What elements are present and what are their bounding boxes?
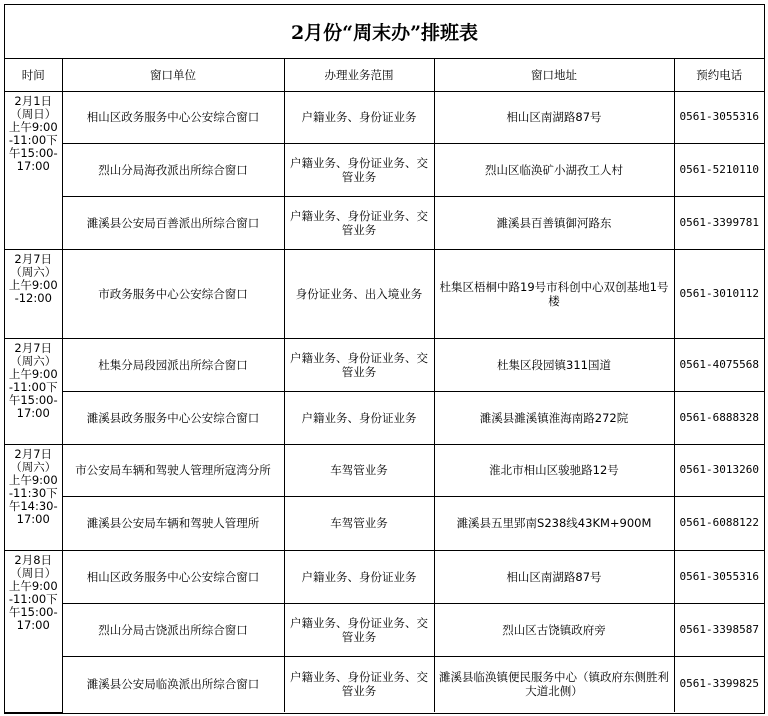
phone-cell: 0561-6888328	[674, 391, 764, 444]
address-cell: 相山区南湖路87号	[434, 550, 674, 603]
address-cell: 濉溪县濉溪镇淮海南路272院	[434, 391, 674, 444]
scope-cell: 户籍业务、身份证业务、交管业务	[284, 603, 434, 656]
phone-cell: 0561-3055316	[674, 550, 764, 603]
table-row	[5, 249, 764, 338]
time-cell: 2月8日（周日）上午9:00-11:00下午15:00-17:00	[5, 550, 62, 712]
phone-cell: 0561-3399781	[674, 196, 764, 249]
scope-cell: 户籍业务、身份证业务、交管业务	[284, 196, 434, 249]
schedule-table	[5, 59, 764, 713]
time-cell: 2月7日（周六）上午9:00-11:30下午14:30-17:00	[5, 444, 62, 550]
address-cell: 濉溪县百善镇御河路东	[434, 196, 674, 249]
address-cell: 濉溪县临涣镇便民服务中心（镇政府东侧胜利大道北侧）	[434, 656, 674, 712]
phone-cell: 0561-6088122	[674, 496, 764, 550]
phone-cell: 0561-3055316	[674, 91, 764, 143]
unit-cell: 杜集分局段园派出所综合窗口	[62, 338, 284, 391]
header-row	[5, 59, 764, 91]
address-cell: 相山区南湖路87号	[434, 91, 674, 143]
address-cell: 濉溪县五里郢南S238线43KM+900M	[434, 496, 674, 550]
scope-cell: 户籍业务、身份证业务	[284, 91, 434, 143]
time-cell: 2月1日（周日）上午9:00-11:00下午15:00-17:00	[5, 91, 62, 249]
unit-cell: 烈山分局古饶派出所综合窗口	[62, 603, 284, 656]
table-row	[5, 444, 764, 496]
unit-cell: 濉溪县公安局临涣派出所综合窗口	[62, 656, 284, 712]
phone-cell: 0561-3399825	[674, 656, 764, 712]
scope-cell: 身份证业务、出入境业务	[284, 249, 434, 338]
address-cell: 烈山区古饶镇政府旁	[434, 603, 674, 656]
header-phone: 预约电话	[674, 59, 764, 91]
header-scope: 办理业务范围	[284, 59, 434, 91]
table-row	[5, 496, 764, 550]
time-cell: 2月7日（周六）上午9:00-12:00	[5, 249, 62, 338]
scope-cell: 车驾管业务	[284, 496, 434, 550]
scope-cell: 车驾管业务	[284, 444, 434, 496]
page-title: 2月份“周末办”排班表	[5, 5, 764, 59]
unit-cell: 市公安局车辆和驾驶人管理所寇湾分所	[62, 444, 284, 496]
address-cell: 杜集区段园镇311国道	[434, 338, 674, 391]
phone-cell: 0561-3398587	[674, 603, 764, 656]
time-cell: 2月7日（周六）上午9:00-11:00下午15:00-17:00	[5, 338, 62, 444]
scope-cell: 户籍业务、身份证业务	[284, 550, 434, 603]
table-row	[5, 143, 764, 196]
table-row	[5, 196, 764, 249]
schedule-sheet	[4, 4, 765, 714]
scope-cell: 户籍业务、身份证业务、交管业务	[284, 143, 434, 196]
table-row	[5, 338, 764, 391]
header-address: 窗口地址	[434, 59, 674, 91]
unit-cell: 濉溪县公安局百善派出所综合窗口	[62, 196, 284, 249]
phone-cell: 0561-5210110	[674, 143, 764, 196]
header-time: 时间	[5, 59, 62, 91]
table-row	[5, 391, 764, 444]
unit-cell: 烈山分局海孜派出所综合窗口	[62, 143, 284, 196]
table-row	[5, 550, 764, 603]
table-row	[5, 603, 764, 656]
unit-cell: 濉溪县公安局车辆和驾驶人管理所	[62, 496, 284, 550]
scope-cell: 户籍业务、身份证业务	[284, 391, 434, 444]
table-row	[5, 91, 764, 143]
phone-cell: 0561-3013260	[674, 444, 764, 496]
scope-cell: 户籍业务、身份证业务、交管业务	[284, 338, 434, 391]
unit-cell: 相山区政务服务中心公安综合窗口	[62, 91, 284, 143]
unit-cell: 相山区政务服务中心公安综合窗口	[62, 550, 284, 603]
unit-cell: 市政务服务中心公安综合窗口	[62, 249, 284, 338]
address-cell: 烈山区临涣矿小湖孜工人村	[434, 143, 674, 196]
phone-cell: 0561-3010112	[674, 249, 764, 338]
table-row	[5, 656, 764, 712]
header-unit: 窗口单位	[62, 59, 284, 91]
address-cell: 杜集区梧桐中路19号市科创中心双创基地1号楼	[434, 249, 674, 338]
phone-cell: 0561-4075568	[674, 338, 764, 391]
scope-cell: 户籍业务、身份证业务、交管业务	[284, 656, 434, 712]
address-cell: 淮北市相山区骏驰路12号	[434, 444, 674, 496]
unit-cell: 濉溪县政务服务中心公安综合窗口	[62, 391, 284, 444]
